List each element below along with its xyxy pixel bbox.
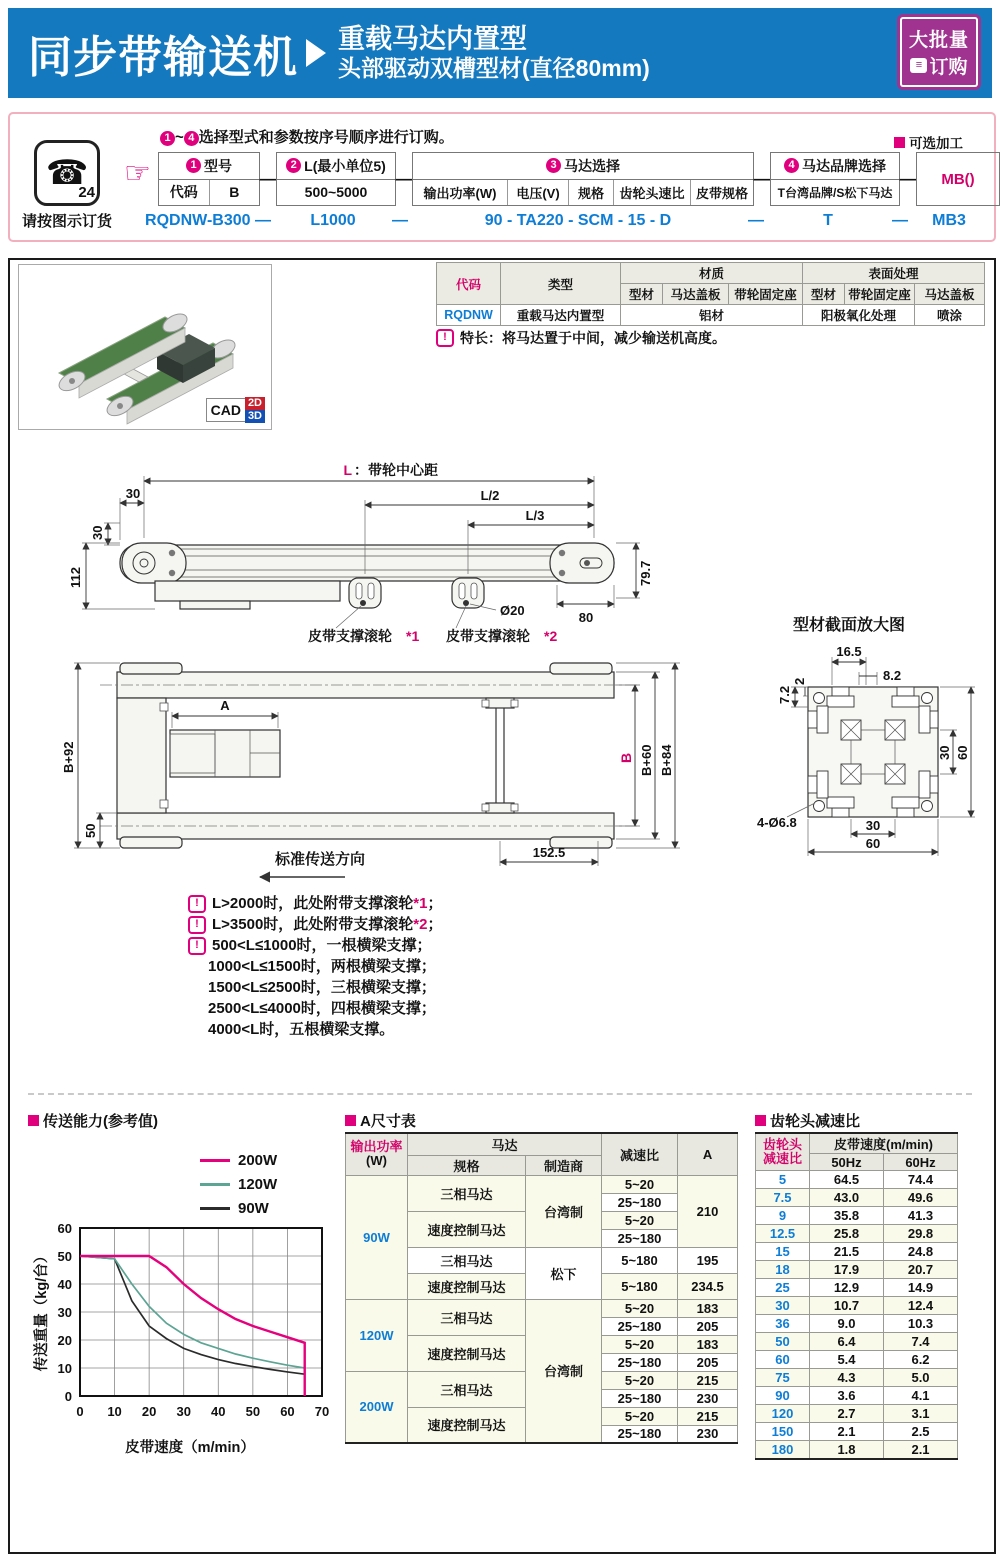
gear-ratio-cell: 18 [756, 1261, 810, 1279]
table-row: 90W 三相马达 台湾制 5~20 210 [346, 1175, 738, 1193]
col-pulley-mount: 带轮固定座 [729, 284, 803, 305]
motor-spec-col: 规格 [569, 180, 614, 206]
spec-code: RQDNW [437, 305, 501, 326]
col-motor-cover: 马达盖板 [663, 284, 729, 305]
support-roller-1 [349, 578, 381, 608]
spec-surface-anodize: 阳极氧化处理 [803, 305, 915, 326]
dim-A: A [220, 698, 230, 713]
svg-text:40: 40 [211, 1404, 226, 1419]
table-row: 25~180 [346, 1193, 738, 1211]
dim-80: 80 [578, 610, 594, 625]
dim-152-5: 152.5 [532, 845, 566, 860]
belt-speed-cell: 4.3 [810, 1369, 884, 1387]
legend-label: 90W [238, 1199, 269, 1217]
table-row [756, 1351, 958, 1369]
table-row: 25~180 [346, 1229, 738, 1247]
col-profile-s: 型材 [803, 284, 845, 305]
sample-dash: — [892, 212, 908, 229]
belt-speed-cell: 64.5 [810, 1171, 884, 1189]
table-row [756, 1207, 958, 1225]
table-row: 速度控制马达 5~20 [346, 1211, 738, 1229]
ordering-panel [8, 112, 996, 242]
motor-title: 马达选择 [564, 157, 620, 174]
table-row: 25~180 205 [346, 1317, 738, 1335]
note-line: 2500<L≤4000时，四根横梁支撑； [208, 1000, 436, 1017]
col-surface: 表面处理 [803, 263, 985, 284]
note-line: 1000<L≤1500时，两根横梁支撑； [208, 958, 436, 975]
magenta-square-icon [345, 1115, 356, 1126]
dim-16-5: 16.5 [836, 644, 862, 659]
length-title: L(最小单位5) [304, 157, 386, 174]
a-table-title [345, 1110, 416, 1131]
series-90W [80, 1256, 305, 1374]
gear-ratio-cell: 90 [756, 1387, 810, 1405]
brand-options: T台湾品牌/S松下马达 [777, 185, 893, 200]
table-row [756, 1405, 958, 1423]
brand-box-header [771, 153, 899, 180]
belt-speed-cell: 6.4 [810, 1333, 884, 1351]
model-title: 型号 [204, 157, 232, 174]
gear-ratio-cell: 30 [756, 1297, 810, 1315]
belt-speed-cell: 49.6 [884, 1189, 958, 1207]
phone-24-label: 24 [78, 184, 95, 201]
col-motor: 马达 [408, 1133, 602, 1155]
belt-speed-cell: 2.7 [810, 1405, 884, 1423]
badge-text-top: 大批量 [908, 30, 969, 51]
col-belt-speed: 皮带速度(m/min) [810, 1133, 958, 1154]
svg-text:60: 60 [57, 1221, 72, 1236]
side-view-drawing [60, 448, 750, 648]
belt-speed-cell: 1.8 [810, 1441, 884, 1459]
motor-ratio-col: 齿轮头速比 [614, 180, 691, 206]
dim-B84: B+84 [659, 744, 674, 776]
table-row [756, 1441, 958, 1459]
num-2-icon: 2 [286, 158, 301, 173]
table-row [756, 1297, 958, 1315]
belt-speed-cell: 10.3 [884, 1315, 958, 1333]
cad-2d-label: 2D [245, 397, 265, 410]
optional-machining-label [894, 132, 963, 152]
gear-ratio-cell: 180 [756, 1441, 810, 1459]
table-row [756, 1243, 958, 1261]
page-header [8, 8, 992, 98]
spec-type: 重载马达内置型 [501, 305, 621, 326]
table-row [756, 1315, 958, 1333]
sample-dash: — [748, 212, 764, 229]
magenta-square-icon [755, 1115, 766, 1126]
dim-L2: L/2 [480, 488, 500, 503]
subtitle-line2: 头部驱动双槽型材(直径80mm) [338, 55, 650, 82]
page-title: 同步带输送机 [28, 33, 298, 82]
belt-speed-cell: 14.9 [884, 1279, 958, 1297]
notes-block [188, 893, 443, 1040]
belt-speed-cell: 17.9 [810, 1261, 884, 1279]
col-material: 材质 [621, 263, 803, 284]
section-detail-drawing [755, 612, 990, 872]
svg-text:20: 20 [57, 1333, 72, 1348]
col-50hz: 50Hz [810, 1154, 884, 1171]
belt-speed-cell: 5.0 [884, 1369, 958, 1387]
svg-text:50: 50 [245, 1404, 261, 1419]
dim-60-bottom: 60 [865, 836, 881, 851]
belt-speed-cell: 3.1 [884, 1405, 958, 1423]
dim-60-right: 60 [955, 745, 970, 760]
dash-separator: — [259, 169, 277, 188]
num-1-icon: 1 [186, 158, 201, 173]
gear-ratio-cell: 150 [756, 1423, 810, 1441]
dim-112: 112 [68, 567, 83, 588]
plan-view-drawing [60, 648, 750, 890]
spec-material: 铝材 [621, 305, 803, 326]
cad-3d-label: 3D [245, 410, 265, 423]
col-60hz: 60Hz [884, 1154, 958, 1171]
gear-ratio-cell: 60 [756, 1351, 810, 1369]
badge-text-bottom [910, 52, 967, 79]
table-row [756, 1261, 958, 1279]
belt-speed-cell: 4.1 [884, 1387, 958, 1405]
col-output-power: 输出功率 (W) [346, 1133, 408, 1175]
belt-speed-cell: 24.8 [884, 1243, 958, 1261]
svg-text:40: 40 [57, 1277, 72, 1292]
dim-d20: Ø20 [500, 603, 525, 618]
sample-length: L1000 [310, 212, 356, 229]
col-type: 类型 [501, 263, 621, 305]
tilde: ~ [175, 129, 184, 146]
phone-order-icon [34, 140, 100, 206]
belt-speed-cell: 2.1 [884, 1441, 958, 1459]
svg-text:10: 10 [57, 1361, 72, 1376]
gear-ratio-cell: 12.5 [756, 1225, 810, 1243]
x-axis-label: 皮带速度（m/min） [125, 1440, 255, 1456]
dim-30-v: 30 [90, 525, 105, 540]
roller-1-star: *1 [406, 628, 420, 644]
col-a: A [678, 1133, 738, 1175]
dim-L-caption: ：带轮中心距 [354, 462, 438, 478]
dim-B92: B+92 [61, 741, 76, 773]
product-image-box [18, 264, 272, 430]
gear-ratio-cell: 75 [756, 1369, 810, 1387]
table-row [756, 1369, 958, 1387]
gear-ratio-cell: 7.5 [756, 1189, 810, 1207]
brand-title: 马达品牌选择 [802, 157, 886, 174]
step-1-icon: 1 [160, 131, 175, 146]
table-row [756, 1171, 958, 1189]
opt-label-text: 可选加工 [909, 136, 963, 151]
col-maker: 制造商 [526, 1155, 602, 1175]
col-gear-ratio: 齿轮头 减速比 [756, 1133, 810, 1171]
machining-box: MB() [916, 152, 1000, 206]
dim-30-bottom: 30 [865, 818, 881, 833]
gear-ratio-cell: 120 [756, 1405, 810, 1423]
table-row: 速度控制马达 5~20 215 [346, 1407, 738, 1425]
cad-label: CAD [206, 398, 245, 422]
legend-label: 120W [238, 1175, 278, 1193]
note-line: ! L>3500时，此处附带支撑滚轮*2； [188, 914, 443, 935]
code-label: 代码 [159, 180, 210, 206]
pointing-hand-icon: ☞ [124, 157, 151, 190]
series-200W [80, 1256, 305, 1396]
col-spec: 规格 [408, 1155, 526, 1175]
gear-ratio-cell: 36 [756, 1315, 810, 1333]
motor-voltage-col: 电压(V) [508, 180, 569, 206]
col-code: 代码 [437, 263, 501, 305]
dash-separator: — [395, 169, 413, 188]
divider [28, 1093, 972, 1095]
num-4-icon: 4 [784, 158, 799, 173]
belt-speed-cell: 9.0 [810, 1315, 884, 1333]
dim-L3: L/3 [525, 508, 545, 523]
dim-L: L [343, 462, 352, 478]
belt-speed-cell: 12.4 [884, 1297, 958, 1315]
table-row: 200W 三相马达 5~20 215 [346, 1371, 738, 1389]
sample-brand: T [823, 212, 833, 229]
a-dimension-table [345, 1132, 738, 1444]
magenta-square-icon [28, 1115, 39, 1126]
svg-text:10: 10 [107, 1404, 122, 1419]
chart-title-text: 传送能力(参考值) [43, 1113, 158, 1130]
motor-box [412, 152, 754, 206]
legend-label: 200W [238, 1151, 278, 1169]
table-row [756, 1387, 958, 1405]
dim-50: 50 [83, 823, 98, 838]
dim-30-right: 30 [937, 745, 952, 760]
table-row [756, 1189, 958, 1207]
table-row: 速度控制马达 5~20 183 [346, 1335, 738, 1353]
belt-speed-cell: 5.4 [810, 1351, 884, 1369]
sample-machining: MB3 [932, 212, 966, 229]
belt-speed-cell: 10.7 [810, 1297, 884, 1315]
dim-B60: B+60 [639, 744, 654, 776]
sample-order-row [145, 212, 990, 230]
table-row: 25~180 205 [346, 1353, 738, 1371]
feature-note [436, 328, 726, 348]
note-line: 1500<L≤2500时，三根横梁支撑； [208, 979, 436, 996]
table-row: 120W 三相马达 台湾制 5~20 183 [346, 1299, 738, 1317]
note-icon: ! [436, 329, 454, 347]
a-table-title-text: A尺寸表 [360, 1113, 416, 1130]
dash-separator: — [899, 169, 917, 188]
step-4-icon: 4 [184, 131, 199, 146]
sample-dash: — [392, 212, 408, 229]
table-row [756, 1279, 958, 1297]
num-3-icon: 3 [546, 158, 561, 173]
subtitle-line1: 重载马达内置型 [338, 24, 527, 55]
belt-speed-cell: 6.2 [884, 1351, 958, 1369]
arrow-right-icon [306, 39, 326, 67]
col-profile: 型材 [621, 284, 663, 305]
phone-caption: 请按图示订货 [22, 213, 113, 230]
gear-ratio-cell: 9 [756, 1207, 810, 1225]
brand-box [770, 152, 900, 206]
gear-ratio-cell: 15 [756, 1243, 810, 1261]
dash-separator: — [753, 169, 771, 188]
page-subtitle [338, 24, 650, 81]
sample-motor: 90 - TA220 - SCM - 15 - D [484, 212, 672, 229]
motor-power-col: 输出功率(W) [413, 180, 508, 206]
support-roller-2 [452, 578, 484, 608]
svg-text:30: 30 [176, 1404, 191, 1419]
col-ratio: 减速比 [602, 1133, 678, 1175]
belt-speed-cell: 25.8 [810, 1225, 884, 1243]
svg-text:70: 70 [314, 1404, 330, 1419]
belt-speed-cell: 35.8 [810, 1207, 884, 1225]
roller-2-star: *2 [544, 628, 558, 644]
table-row: 25~180 230 [346, 1389, 738, 1407]
svg-text:30: 30 [57, 1305, 72, 1320]
gear-table-body [756, 1171, 958, 1459]
section-title: 型材截面放大图 [793, 617, 906, 634]
model-box [158, 152, 260, 206]
belt-speed-cell: 7.4 [884, 1333, 958, 1351]
cad-download-badge[interactable] [206, 397, 265, 423]
ordering-boxes [158, 152, 1000, 206]
table-row [756, 1333, 958, 1351]
belt-speed-cell: 43.0 [810, 1189, 884, 1207]
instruction-text: 选择型式和参数按序号顺序进行订购。 [198, 129, 454, 146]
sample-code: RQDNW-B300 — [145, 212, 271, 229]
model-box-header [159, 153, 259, 180]
dim-8-2: 8.2 [883, 668, 902, 683]
dim-2: 2 [792, 677, 807, 685]
col-motor-cover-s: 马达盖板 [915, 284, 985, 305]
table-row [756, 1225, 958, 1243]
sample-gap [258, 212, 274, 230]
y-axis-label: 传送重量（kg/台） [34, 1248, 50, 1372]
length-range: 500~5000 [304, 184, 368, 201]
svg-text:50: 50 [57, 1249, 72, 1264]
col-pulley-mount-s: 带轮固定座 [845, 284, 915, 305]
belt-speed-cell: 29.8 [884, 1225, 958, 1243]
motor-box-header [413, 153, 753, 180]
table-row [756, 1423, 958, 1441]
roller-2-label: 皮带支撑滚轮 [446, 628, 530, 644]
belt-speed-cell: 74.4 [884, 1171, 958, 1189]
belt-speed-cell: 2.1 [810, 1423, 884, 1441]
svg-text:0: 0 [64, 1389, 72, 1404]
ordering-instruction [160, 126, 454, 147]
gear-table-title-text: 齿轮头减速比 [770, 1113, 861, 1130]
spec-surface-paint: 喷涂 [915, 305, 985, 326]
belt-speed-cell: 21.5 [810, 1243, 884, 1261]
belt-speed-cell: 3.6 [810, 1387, 884, 1405]
bulk-order-badge[interactable] [900, 17, 978, 87]
belt-speed-cell: 20.7 [884, 1261, 958, 1279]
dim-79-7: 79.7 [638, 560, 653, 586]
spec-table [436, 262, 985, 326]
speech-bubble-icon: ≡ [910, 58, 927, 73]
dim-7-2: 7.2 [777, 685, 792, 704]
belt-speed-cell: 2.5 [884, 1423, 958, 1441]
gear-ratio-table [755, 1132, 958, 1460]
motor-belt-col: 皮带规格 [695, 185, 748, 201]
capacity-chart-svg [30, 1140, 340, 1470]
badge-order-label: 订购 [929, 57, 968, 78]
table-row: 三相马达 松下 5~180 195 [346, 1247, 738, 1273]
dim-30-h: 30 [125, 486, 141, 501]
svg-text:0: 0 [76, 1404, 84, 1419]
chart-title [28, 1110, 158, 1131]
dim-4-d68: 4-Ø6.8 [757, 815, 797, 830]
belt-speed-cell: 12.9 [810, 1279, 884, 1297]
dim-B: B [618, 752, 634, 763]
svg-text:60: 60 [280, 1404, 295, 1419]
svg-text:20: 20 [141, 1404, 157, 1419]
gear-ratio-cell: 25 [756, 1279, 810, 1297]
gear-table-title [755, 1110, 860, 1131]
length-box-header [277, 153, 395, 180]
feature-text: 特长：将马达置于中间，减少输送机高度。 [460, 330, 726, 346]
note-line: 4000<L时，五根横梁支撑。 [208, 1021, 395, 1038]
note-line: ! 500<L≤1000时，一根横梁支撑； [188, 935, 443, 956]
table-row: 速度控制马达 5~180 234.5 [346, 1273, 738, 1299]
belt-speed-cell: 41.3 [884, 1207, 958, 1225]
table-row: 25~180 230 [346, 1425, 738, 1443]
direction-label: 标准传送方向 [275, 851, 366, 868]
code-value: B [229, 184, 240, 201]
gear-ratio-cell: 50 [756, 1333, 810, 1351]
length-box [276, 152, 396, 206]
magenta-square-icon [894, 137, 905, 148]
roller-1-label: 皮带支撑滚轮 [308, 628, 392, 644]
phone-icon: ☎ [45, 154, 89, 192]
note-line: ! L>2000时，此处附带支撑滚轮*1； [188, 893, 443, 914]
gear-ratio-cell: 5 [756, 1171, 810, 1189]
